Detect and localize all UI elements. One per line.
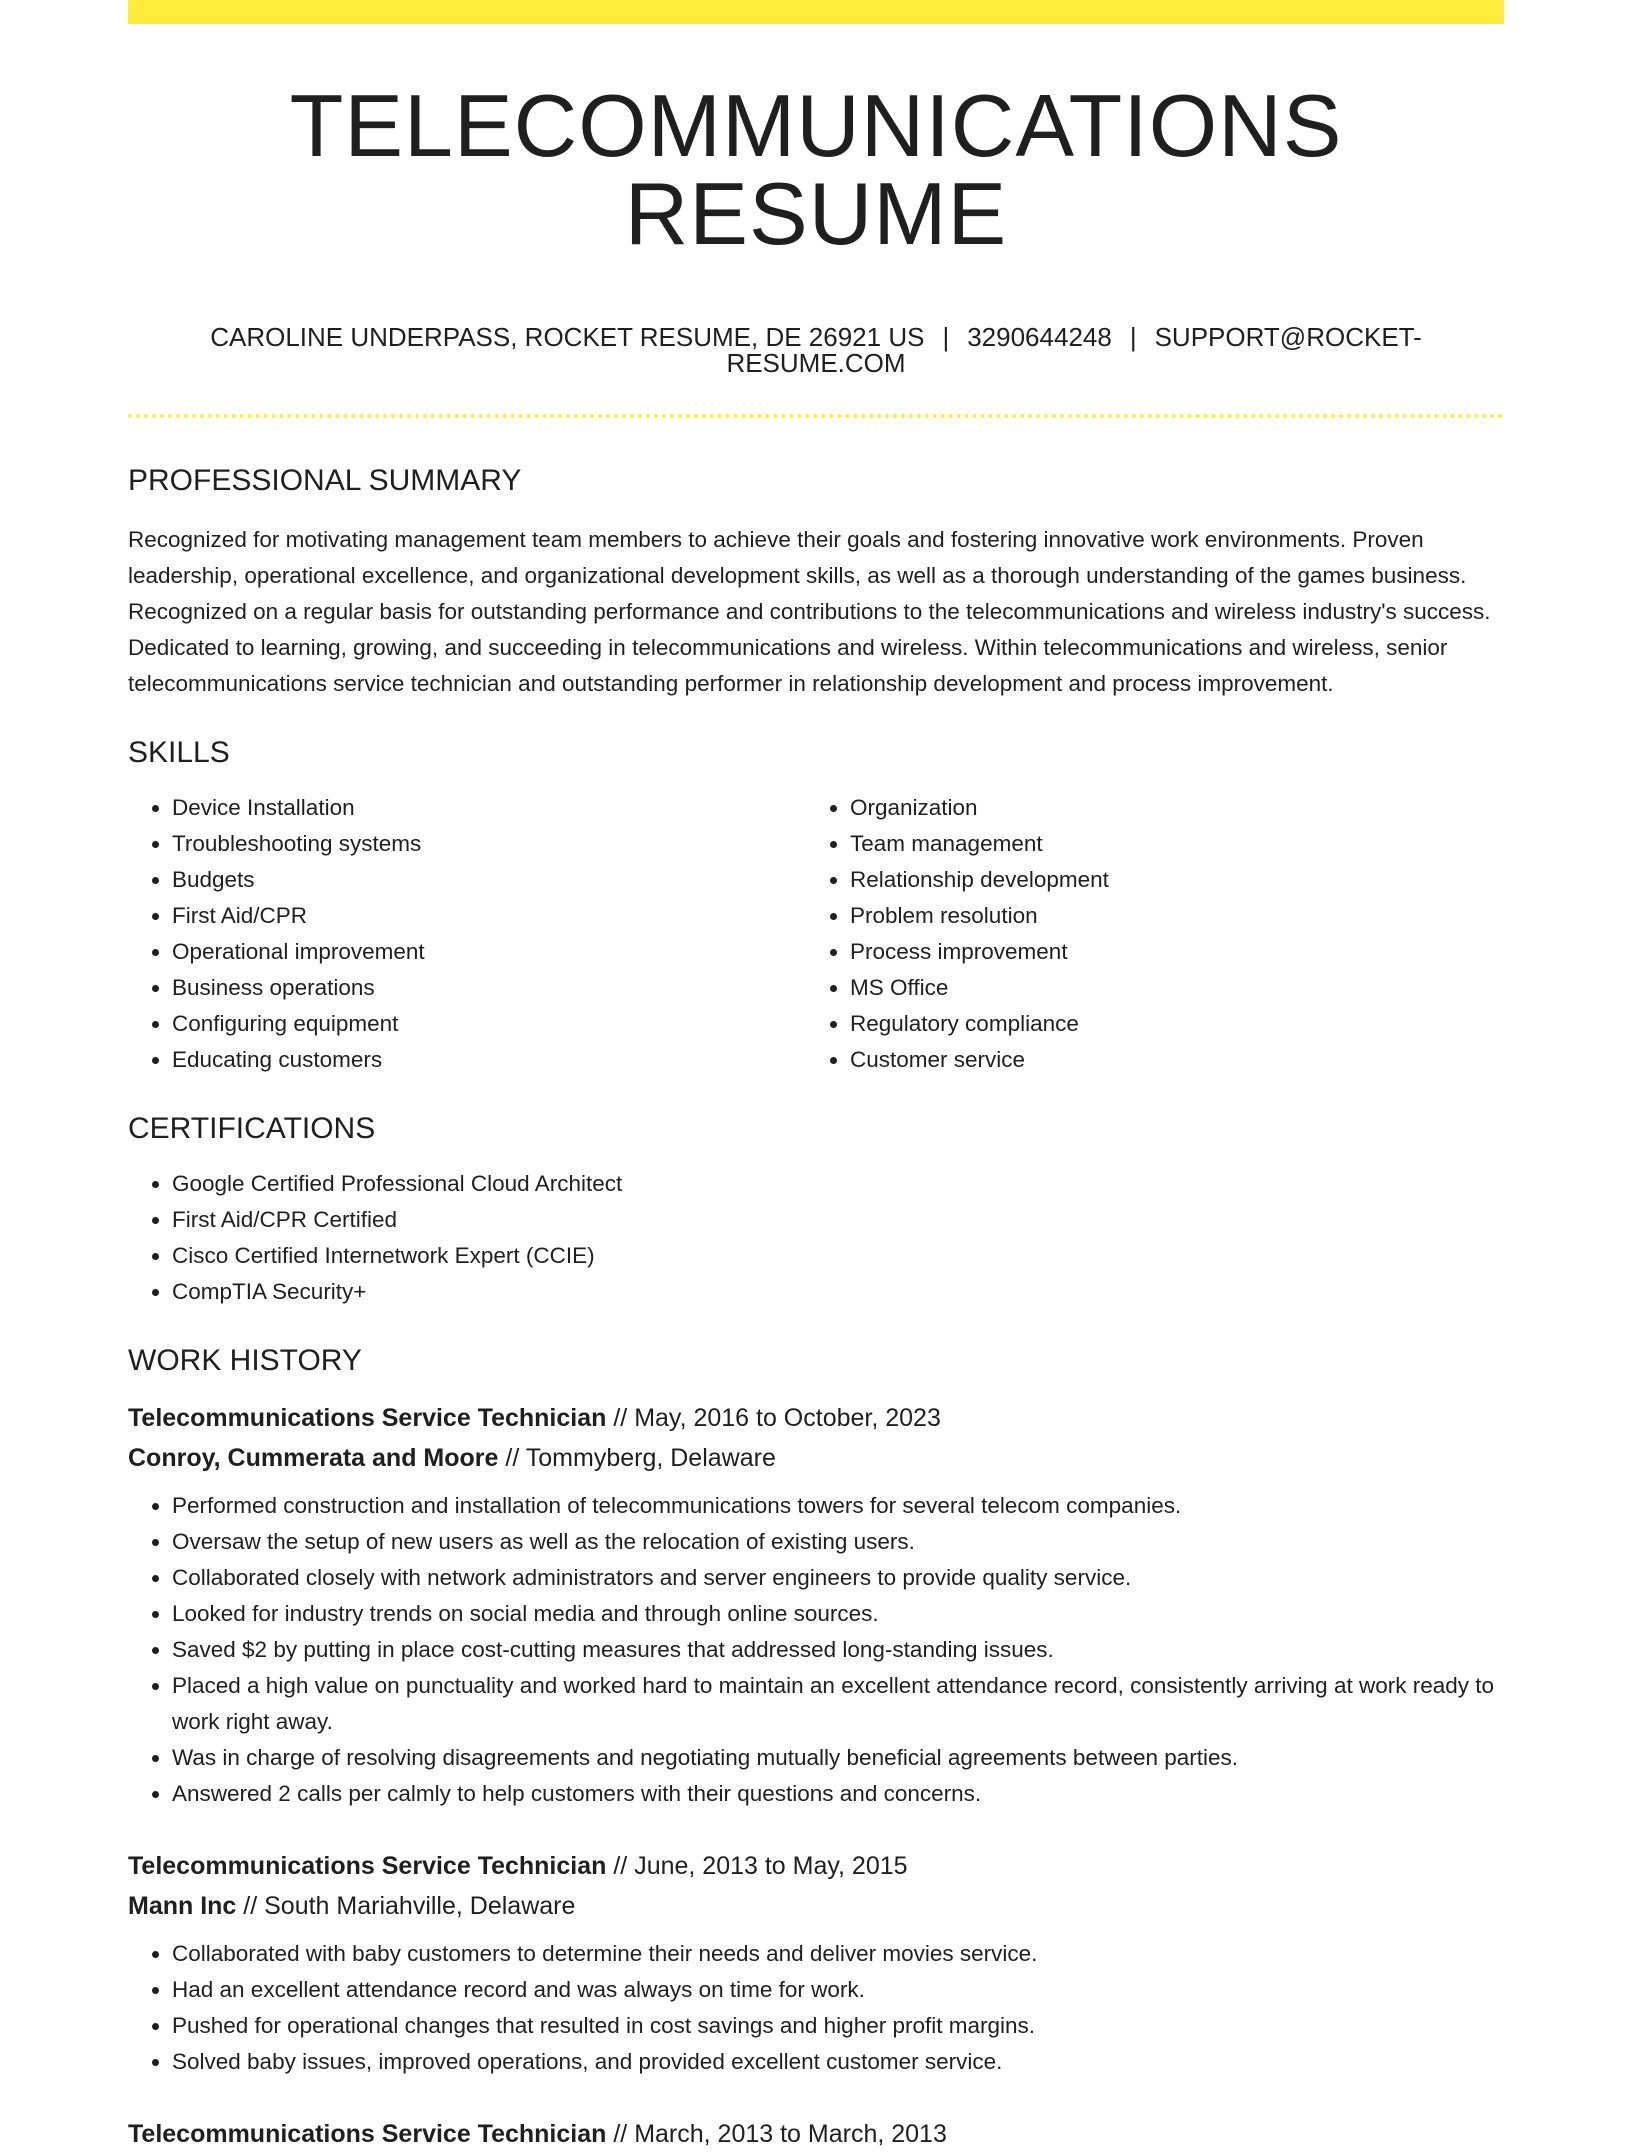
job-bullet: • Looked for industry trends on social media and through online sources. (172, 1596, 1504, 1632)
skill-item: • Educating customers (172, 1042, 806, 1078)
certification-item: • CompTIA Security+ (172, 1274, 1504, 1310)
contact-email: SUPPORT@ROCKET-RESUME.COM (726, 322, 1422, 378)
certifications-heading: CERTIFICATIONS (128, 1112, 376, 1145)
job-title-line (128, 1846, 1504, 1886)
job-title-line (128, 1398, 1504, 1438)
dotted-divider (128, 414, 1504, 418)
job-bullets (128, 1936, 1504, 2080)
skill-item: • Configuring equipment (172, 1006, 806, 1042)
summary-section (128, 466, 1504, 702)
job-company-line (128, 1438, 1504, 1478)
skills-section (128, 738, 1504, 1078)
summary-heading: PROFESSIONAL SUMMARY (128, 464, 522, 497)
contact-separator: | (942, 322, 950, 352)
skills-heading: SKILLS (128, 736, 230, 769)
skill-item: • Budgets (172, 862, 806, 898)
job-bullet: • Collaborated with baby customers to determine their needs and deliver movies service. (172, 1936, 1504, 1972)
certification-item: • Google Certified Professional Cloud Architect (172, 1166, 1504, 1202)
job-company-line (128, 1886, 1504, 1926)
contact-address: CAROLINE UNDERPASS, ROCKET RESUME, DE 26921 US (210, 322, 925, 352)
summary-text: Recognized for motivating management team members to achieve their goals and fostering innovative work environments. Proven leadership, operational excellence, and organizational development skills, as well as a thorough understanding of the games business. Recognized on a regular basis for outstanding performance and contributions to the telecommunications and wireless industry's success. Dedicated to learning, growing, and succeeding in telecommunications and wireless. Within telecommunications and wireless, senior telecommunications service technician and outstanding performer in relationship development and process improvement. (128, 527, 1491, 696)
certification-item: • First Aid/CPR Certified (172, 1202, 1504, 1238)
job-entry (128, 1398, 1504, 1812)
skill-item: • Relationship development (850, 862, 1484, 898)
accent-top-bar (128, 0, 1504, 24)
certification-item: • Cisco Certified Internetwork Expert (CCIE) (172, 1238, 1504, 1274)
job-entry (128, 1846, 1504, 2080)
job-bullet: • Oversaw the setup of new users as well as the relocation of existing users. (172, 1524, 1504, 1560)
contact-phone: 3290644248 (967, 322, 1112, 352)
skills-grid (128, 790, 1504, 1078)
skill-item: • Business operations (172, 970, 806, 1006)
job-bullet: • Pushed for operational changes that resulted in cost savings and higher profit margins. (172, 2008, 1504, 2044)
job-bullet: • Performed construction and installation of telecommunications towers for several telecom companies. (172, 1488, 1504, 1524)
skills-column-left (128, 790, 806, 1078)
skill-item: • Regulatory compliance (850, 1006, 1484, 1042)
job-bullet: • Solved baby issues, improved operations, and provided excellent customer service. (172, 2044, 1504, 2080)
document-title: TELECOMMUNICATIONS RESUME (289, 76, 1343, 263)
work-history-section (128, 1346, 1504, 2154)
skill-item: • MS Office (850, 970, 1484, 1006)
job-company: Mann Inc (128, 1892, 237, 1920)
skill-item: • Process improvement (850, 934, 1484, 970)
work-history-heading: WORK HISTORY (128, 1344, 362, 1377)
job-bullet: • Saved $2 by putting in place cost-cutting measures that addressed long-standing issues. (172, 1632, 1504, 1668)
contact-separator: | (1129, 322, 1137, 352)
job-location: // South Mariahville, Delaware (236, 1892, 576, 1920)
skill-item: • Device Installation (172, 790, 806, 826)
job-bullet: • Was in charge of resolving disagreements and negotiating mutually beneficial agreements between parties. (172, 1740, 1504, 1776)
skill-item: • Team management (850, 826, 1484, 862)
job-location: // Tommyberg, Delaware (498, 1444, 776, 1472)
job-title-line (128, 2114, 1504, 2154)
resume-page (128, 0, 1504, 2154)
job-title: Telecommunications Service Technician (128, 1404, 607, 1432)
certifications-list (128, 1166, 1504, 1310)
skill-item: • Organization (850, 790, 1484, 826)
job-bullet: • Collaborated closely with network administrators and server engineers to provide quality service. (172, 1560, 1504, 1596)
skill-item: • First Aid/CPR (172, 898, 806, 934)
job-bullet: • Placed a high value on punctuality and worked hard to maintain an excellent attendance record, consistently arriving at work ready to work right away. (172, 1668, 1504, 1740)
skill-item: • Operational improvement (172, 934, 806, 970)
certifications-section (128, 1114, 1504, 1310)
job-entry (128, 2114, 1504, 2154)
contact-line (128, 324, 1504, 376)
skill-item: • Problem resolution (850, 898, 1484, 934)
job-title: Telecommunications Service Technician (128, 2120, 607, 2148)
job-bullet: • Answered 2 calls per calmly to help customers with their questions and concerns. (172, 1776, 1504, 1812)
skills-column-right (806, 790, 1484, 1078)
job-bullet: • Had an excellent attendance record and was always on time for work. (172, 1972, 1504, 2008)
skill-item: • Customer service (850, 1042, 1484, 1078)
job-title: Telecommunications Service Technician (128, 1852, 607, 1880)
job-dates: // May, 2016 to October, 2023 (606, 1404, 941, 1432)
job-dates: // March, 2013 to March, 2013 (606, 2120, 947, 2148)
job-company: Conroy, Cummerata and Moore (128, 1444, 499, 1472)
skill-item: • Troubleshooting systems (172, 826, 806, 862)
job-bullets (128, 1488, 1504, 1812)
job-dates: // June, 2013 to May, 2015 (606, 1852, 908, 1880)
